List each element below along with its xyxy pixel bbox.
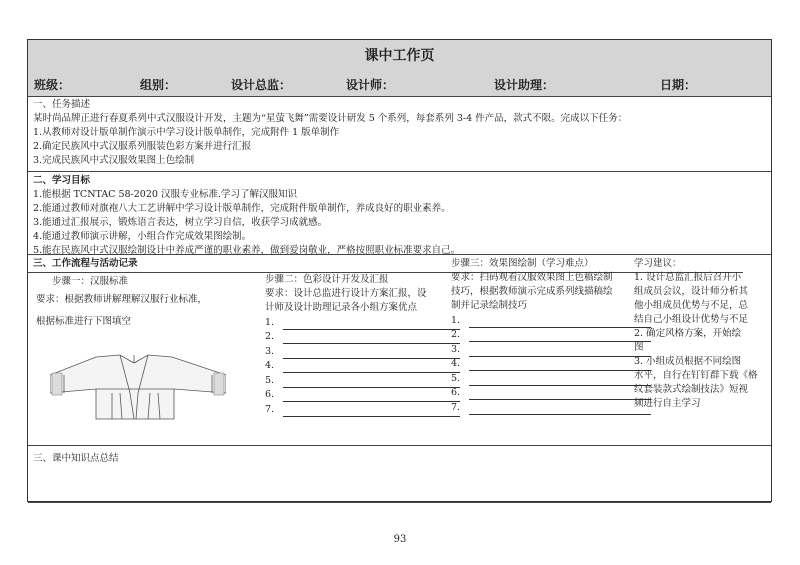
blank-underline bbox=[283, 378, 460, 388]
blank-number: 3. bbox=[451, 343, 461, 355]
blank-line[interactable] bbox=[265, 330, 460, 345]
blank-number: 5. bbox=[451, 372, 461, 384]
header-fields bbox=[28, 70, 771, 97]
text-line: 2.确定民族风中式汉服系列服装色彩方案并进行汇报 bbox=[33, 141, 252, 152]
text-line: 2. 确定风格方案，开始绘 bbox=[634, 328, 742, 339]
page-title: 课中工作页 bbox=[28, 40, 771, 71]
section-learning-goals bbox=[28, 172, 771, 255]
blank-number: 7. bbox=[265, 403, 275, 415]
text-line: 1. 设计总监汇报后召开小 bbox=[634, 272, 742, 283]
blank-number: 5. bbox=[265, 374, 275, 386]
blank-underline bbox=[283, 363, 460, 373]
blank-number: 6. bbox=[265, 389, 275, 400]
blank-line[interactable] bbox=[265, 359, 460, 374]
blank-number: 2. bbox=[451, 329, 461, 340]
blank-underline bbox=[469, 318, 651, 328]
field-design-director: 设计总监： bbox=[231, 78, 292, 92]
blank-number: 6. bbox=[451, 387, 461, 398]
blank-line[interactable] bbox=[265, 373, 460, 388]
step1-title: 步骤一：汉服标准 bbox=[52, 276, 129, 287]
blank-underline bbox=[283, 334, 460, 344]
text-line: 组成员会议，设计师分析其 bbox=[634, 286, 749, 297]
blank-number: 4. bbox=[451, 358, 461, 369]
blank-number: 2. bbox=[265, 331, 275, 342]
text-line: 技巧，根据教师演示完成系列线描稿绘 bbox=[451, 286, 613, 297]
text-line: 要求：扫码观看汉服效果图上色稿绘制 bbox=[451, 272, 613, 283]
section-summary-title: 三、课中知识点总结 bbox=[33, 453, 119, 464]
text-line: 1.从教师对设计版单制作演示中学习设计版单制作，完成附件 1 版单制作 bbox=[33, 127, 340, 138]
section-title: 三、工作流程与活动记录 bbox=[33, 258, 138, 269]
blank-line[interactable] bbox=[451, 357, 651, 372]
section-title: 二、学习目标 bbox=[33, 175, 91, 186]
text-line: 5.能在民族风中式汉服绘制设计中养成严谨的职业素养，做到爱岗敬业，严格按照职业标准要求自己。 bbox=[33, 245, 461, 256]
blank-underline bbox=[469, 376, 651, 386]
blank-line[interactable] bbox=[451, 313, 651, 328]
blank-underline bbox=[469, 405, 651, 415]
text-line: 制并记录绘制技巧 bbox=[451, 300, 528, 311]
section-task-description bbox=[28, 96, 771, 172]
text-line: 结自己小组设计优势与不足 bbox=[634, 314, 749, 325]
blank-underline bbox=[283, 349, 460, 359]
step3-column bbox=[451, 257, 651, 415]
blank-underline bbox=[283, 392, 460, 402]
blank-underline bbox=[469, 361, 651, 371]
field-design-assistant: 设计助理： bbox=[494, 78, 555, 92]
blank-number: 1. bbox=[265, 316, 275, 328]
text-line: 2.能通过教师对旗袍八大工艺讲解中学习设计版单制作，完成附件版单制作，养成良好的职业素养。 bbox=[33, 203, 451, 214]
text-line: 1.能根据 TCNTAC 58-2020 汉服专业标准.学习了解汉服知识 bbox=[33, 189, 297, 200]
text-line: 要求：根据教师讲解理解汉服行业标准， bbox=[36, 294, 208, 305]
blank-line[interactable] bbox=[265, 402, 460, 417]
blank-line[interactable] bbox=[451, 400, 651, 415]
blank-number: 1. bbox=[451, 314, 461, 326]
step3-title: 步骤三：效果图绘制（学习难点） bbox=[451, 258, 594, 269]
field-date: 日期： bbox=[660, 78, 697, 92]
blank-underline bbox=[469, 347, 651, 357]
text-line: 要求：设计总监进行设计方案汇报，设 bbox=[265, 288, 427, 299]
field-designer: 设计师： bbox=[346, 78, 395, 92]
text-line: 他小组成员优势与不足，总 bbox=[634, 300, 749, 311]
text-line: 水平，自行在钉钉群下载《格 bbox=[634, 370, 758, 381]
blank-line[interactable] bbox=[265, 388, 460, 403]
blank-number: 3. bbox=[265, 345, 275, 357]
blank-line[interactable] bbox=[265, 315, 460, 330]
worksheet bbox=[27, 39, 772, 502]
step2-column bbox=[265, 273, 460, 417]
text-line: 频进行自主学习 bbox=[634, 398, 701, 409]
field-class: 班级： bbox=[34, 78, 71, 92]
text-line: 纹套装款式绘制技法》短视 bbox=[634, 384, 749, 395]
blank-underline bbox=[283, 320, 460, 330]
blank-line[interactable] bbox=[451, 386, 651, 401]
text-line: 图 bbox=[634, 342, 644, 353]
divider bbox=[28, 445, 771, 446]
section-workflow bbox=[28, 255, 771, 503]
section-title: 一、任务描述 bbox=[33, 99, 91, 110]
blank-number: 7. bbox=[451, 401, 461, 413]
blank-line[interactable] bbox=[451, 342, 651, 357]
hanfu-diagram-image bbox=[50, 353, 226, 425]
text-line: 3.完成民族风中式汉服效果图上色绘制 bbox=[33, 155, 195, 166]
text-line: 根据标准进行下图填空 bbox=[36, 316, 132, 327]
advice-title: 学习建议： bbox=[634, 258, 682, 269]
advice-column bbox=[634, 257, 762, 411]
page-number: 93 bbox=[393, 534, 407, 545]
blank-underline bbox=[469, 390, 651, 400]
text-line: 计师及设计助理记录各小组方案优点 bbox=[265, 302, 418, 313]
text-line: 3. 小组成员根据不同绘图 bbox=[634, 356, 742, 367]
text-line: 某时尚品牌正进行春夏系列中式汉服设计开发，主题为“星萤飞舞”需要设计研发 5 个系列，每套系列 3-4 件产品，款式不限。完成以下任务： bbox=[33, 113, 628, 124]
field-group: 组别： bbox=[140, 78, 177, 92]
blank-line[interactable] bbox=[451, 328, 651, 343]
text-line: 4.能通过教师演示讲解，小组合作完成效果图绘制。 bbox=[33, 231, 252, 242]
step1-column bbox=[36, 275, 258, 329]
text-line: 3.能通过汇报展示，锻炼语言表达，树立学习自信，收获学习成就感。 bbox=[33, 217, 328, 228]
blank-line[interactable] bbox=[265, 344, 460, 359]
blank-underline bbox=[283, 407, 460, 417]
blank-underline bbox=[469, 332, 651, 342]
blank-line[interactable] bbox=[451, 371, 651, 386]
step2-title: 步骤二：色彩设计开发及汇报 bbox=[265, 274, 389, 285]
blank-number: 4. bbox=[265, 360, 275, 371]
